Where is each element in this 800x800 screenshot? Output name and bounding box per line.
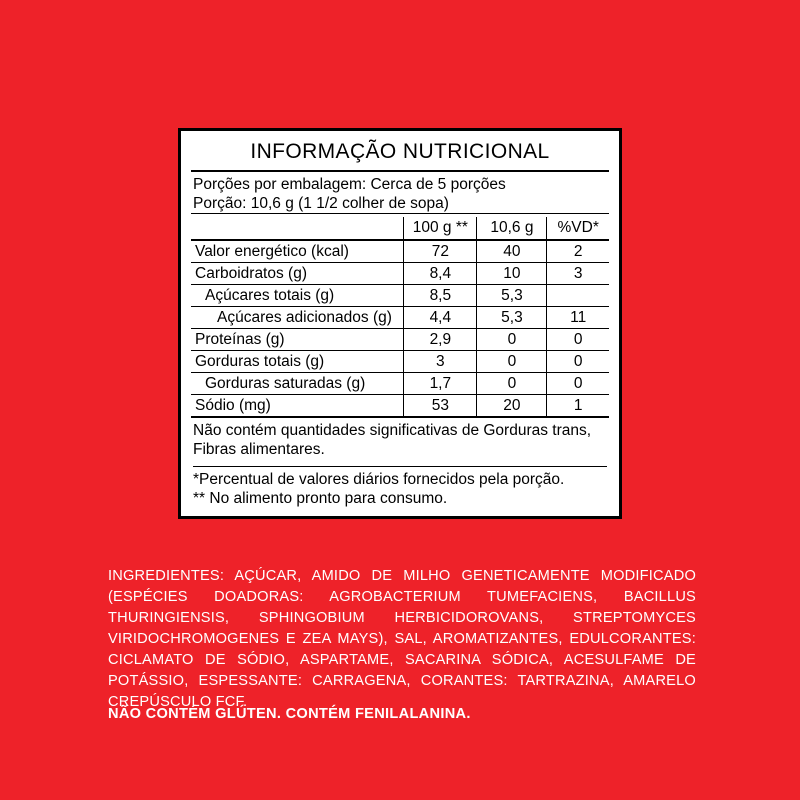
row-value-100g: 8,5 [404, 285, 477, 307]
table-row [191, 373, 609, 395]
column-header-nutrient [191, 217, 404, 240]
row-value-100g: 4,4 [404, 307, 477, 329]
row-label: Açúcares totais (g) [191, 285, 404, 307]
row-value-portion: 0 [477, 373, 547, 395]
row-value-portion: 10 [477, 263, 547, 285]
row-value-portion: 0 [477, 351, 547, 373]
row-value-portion: 40 [477, 240, 547, 263]
table-header-row [191, 217, 609, 240]
row-value-vd [547, 285, 609, 307]
row-label: Proteínas (g) [191, 329, 404, 351]
row-value-vd: 3 [547, 263, 609, 285]
row-value-vd: 11 [547, 307, 609, 329]
column-header-100g: 100 g ** [404, 217, 477, 240]
row-value-vd: 0 [547, 351, 609, 373]
nutrition-title: INFORMAÇÃO NUTRICIONAL [250, 140, 550, 163]
row-label: Carboidratos (g) [191, 263, 404, 285]
ingredients-text: INGREDIENTES: AÇÚCAR, AMIDO DE MILHO GENETICAMENTE MODIFICADO (ESPÉCIES DOADORAS: AGROBACTERIUM TUMEFACIENS, BACILLUS THURINGIENSIS, SPHINGOBIUM HERBICIDOROVANS, STREPTOMYCES VIRIDOCHROMOGENES E ZEA MAYS), SAL, AROMATIZANTES, EDULCORANTES: CICLAMATO DE SÓDIO, ASPARTAME, SACARINA SÓDICA, ACESULFAME DE POTÁSSIO, ESPESSANTE: CARRAGENA, CORANTES: TARTRAZINA, AMARELO CREPÚSCULO FCF. [108, 568, 696, 710]
divider-under-servings [191, 213, 609, 214]
row-label: Gorduras saturadas (g) [191, 373, 404, 395]
row-value-portion: 0 [477, 329, 547, 351]
row-label: Sódio (mg) [191, 395, 404, 418]
row-value-portion: 20 [477, 395, 547, 418]
nutrition-table [191, 217, 609, 418]
nutrition-facts-panel [178, 128, 622, 519]
row-value-vd: 0 [547, 373, 609, 395]
table-row [191, 307, 609, 329]
row-label: Valor energético (kcal) [191, 240, 404, 263]
row-value-100g: 72 [404, 240, 477, 263]
not-significant-note: Não contém quantidades significativas de Gorduras trans, Fibras alimentares. [193, 422, 592, 458]
row-value-vd: 0 [547, 329, 609, 351]
table-row [191, 395, 609, 418]
table-row [191, 240, 609, 263]
row-value-portion: 5,3 [477, 307, 547, 329]
row-value-100g: 53 [404, 395, 477, 418]
footnote-ready-to-eat: ** No alimento pronto para consumo. [193, 490, 448, 507]
row-value-100g: 3 [404, 351, 477, 373]
table-row [191, 263, 609, 285]
table-row [191, 285, 609, 307]
row-label: Açúcares adicionados (g) [191, 307, 404, 329]
serving-size: Porção: 10,6 g (1 1/2 colher de sopa) [193, 195, 449, 212]
row-value-vd: 2 [547, 240, 609, 263]
servings-per-package: Porções por embalagem: Cerca de 5 porções [193, 176, 506, 193]
table-row [191, 329, 609, 351]
row-value-100g: 8,4 [404, 263, 477, 285]
allergen-warning: NÃO CONTÉM GLÚTEN. CONTÉM FENILALANINA. [108, 706, 471, 722]
row-value-100g: 1,7 [404, 373, 477, 395]
footnote-daily-values: *Percentual de valores diários fornecidos pela porção. [193, 471, 565, 488]
column-header-portion: 10,6 g [477, 217, 547, 240]
row-value-100g: 2,9 [404, 329, 477, 351]
column-header-vd: %VD* [547, 217, 609, 240]
row-value-vd: 1 [547, 395, 609, 418]
divider-top [191, 170, 609, 172]
row-label: Gorduras totais (g) [191, 351, 404, 373]
table-row [191, 351, 609, 373]
divider-footnotes [193, 466, 607, 467]
row-value-portion: 5,3 [477, 285, 547, 307]
